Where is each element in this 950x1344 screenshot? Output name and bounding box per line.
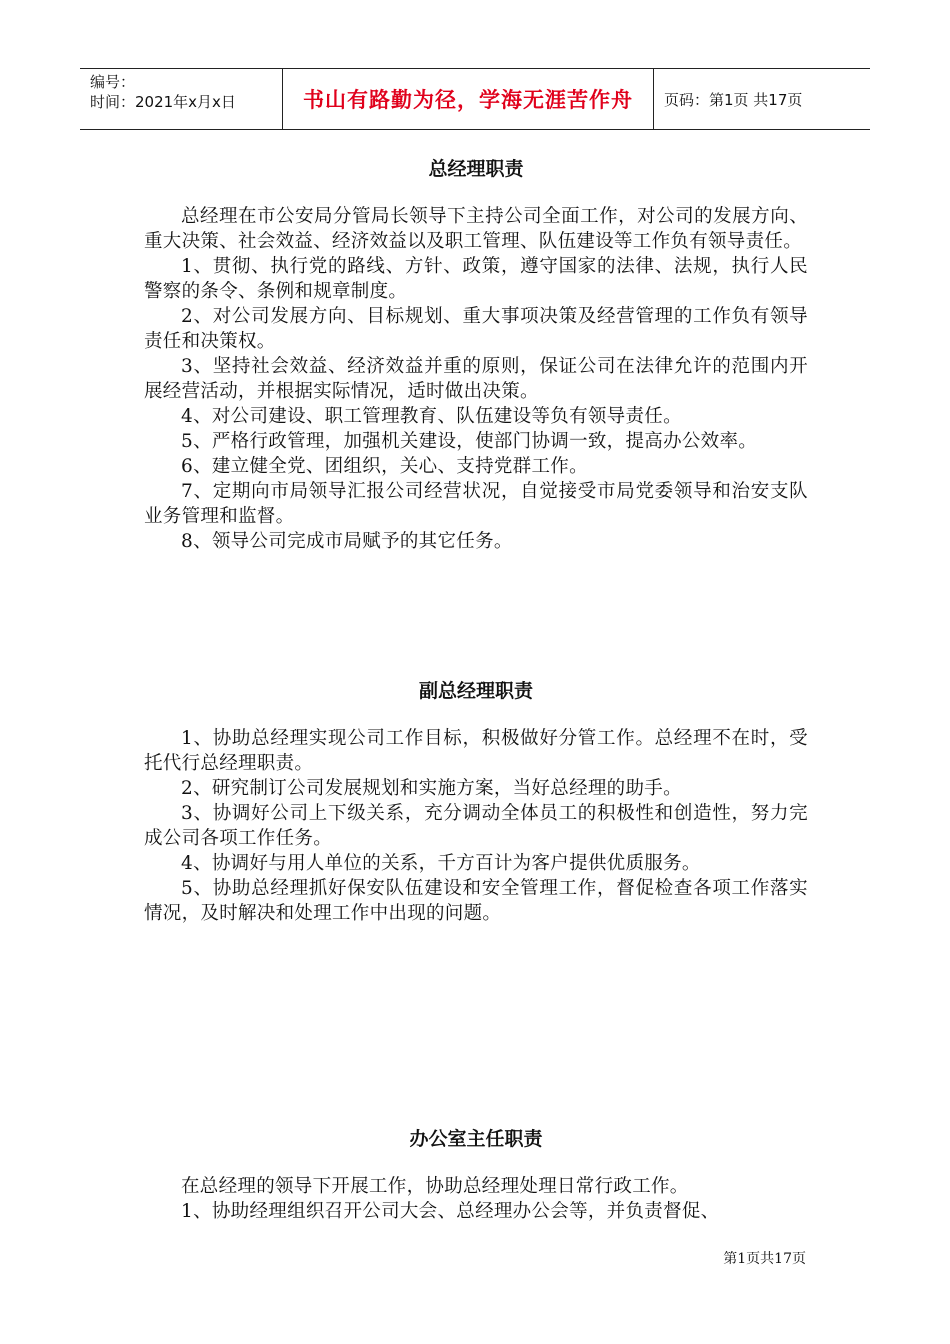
section-general-manager bbox=[144, 154, 808, 554]
paragraph: 6、建立健全党、团组织，关心、支持党群工作。 bbox=[181, 456, 588, 477]
paragraph: 4、协调好与用人单位的关系，千方百计为客户提供优质服务。 bbox=[181, 853, 701, 874]
time-label: 时间：2021年x月x日 bbox=[90, 93, 236, 111]
section-title: 办公室主任职责 bbox=[409, 1128, 543, 1150]
paragraph: 8、领导公司完成市局赋予的其它任务。 bbox=[181, 531, 513, 552]
section-title: 总经理职责 bbox=[428, 158, 524, 180]
document-header bbox=[80, 68, 870, 130]
paragraph: 2、研究制订公司发展规划和实施方案，当好总经理的助手。 bbox=[181, 778, 682, 799]
paragraph: 1、协助经理组织召开公司大会、总经理办公会等，并负责督促、 bbox=[181, 1201, 720, 1222]
paragraph: 3、协调好公司上下级关系，充分调动全体员工的积极性和创造性，努力完成公司各项工作任务。 bbox=[144, 803, 808, 849]
paragraph: 3、坚持社会效益、经济效益并重的原则，保证公司在法律允许的范围内开展经营活动，并根据实际情况，适时做出决策。 bbox=[144, 356, 808, 402]
number-label: 编号： bbox=[90, 73, 136, 91]
header-page-info: 页码：第1页 共17页 bbox=[664, 90, 803, 109]
paragraph: 1、贯彻、执行党的路线、方针、政策，遵守国家的法律、法规，执行人民警察的条令、条例和规章制度。 bbox=[144, 256, 808, 302]
paragraph: 7、定期向市局领导汇报公司经营状况，自觉接受市局党委领导和治安支队业务管理和监督。 bbox=[144, 481, 808, 527]
paragraph: 5、严格行政管理，加强机关建设，使部门协调一致，提高办公效率。 bbox=[181, 431, 758, 452]
section-deputy-general-manager bbox=[144, 676, 808, 926]
paragraph: 在总经理的领导下开展工作，协助总经理处理日常行政工作。 bbox=[181, 1176, 689, 1197]
page-footer: 第1页共17页 bbox=[723, 1251, 806, 1267]
paragraph: 总经理在市公安局分管局长领导下主持公司全面工作，对公司的发展方向、重大决策、社会效益、经济效益以及职工管理、队伍建设等工作负有领导责任。 bbox=[144, 206, 808, 252]
section-title: 副总经理职责 bbox=[418, 680, 533, 702]
header-motto: 书山有路勤为径，学海无涯苦作舟 bbox=[283, 69, 654, 129]
section-office-director bbox=[144, 1124, 808, 1224]
header-meta bbox=[80, 69, 283, 129]
paragraph: 5、协助总经理抓好保安队伍建设和安全管理工作，督促检查各项工作落实情况，及时解决和处理工作中出现的问题。 bbox=[144, 878, 808, 924]
paragraph: 4、对公司建设、职工管理教育、队伍建设等负有领导责任。 bbox=[181, 406, 682, 427]
paragraph: 2、对公司发展方向、目标规划、重大事项决策及经营管理的工作负有领导责任和决策权。 bbox=[144, 306, 808, 352]
paragraph: 1、协助总经理实现公司工作目标，积极做好分管工作。总经理不在时，受托代行总经理职责。 bbox=[144, 728, 808, 774]
